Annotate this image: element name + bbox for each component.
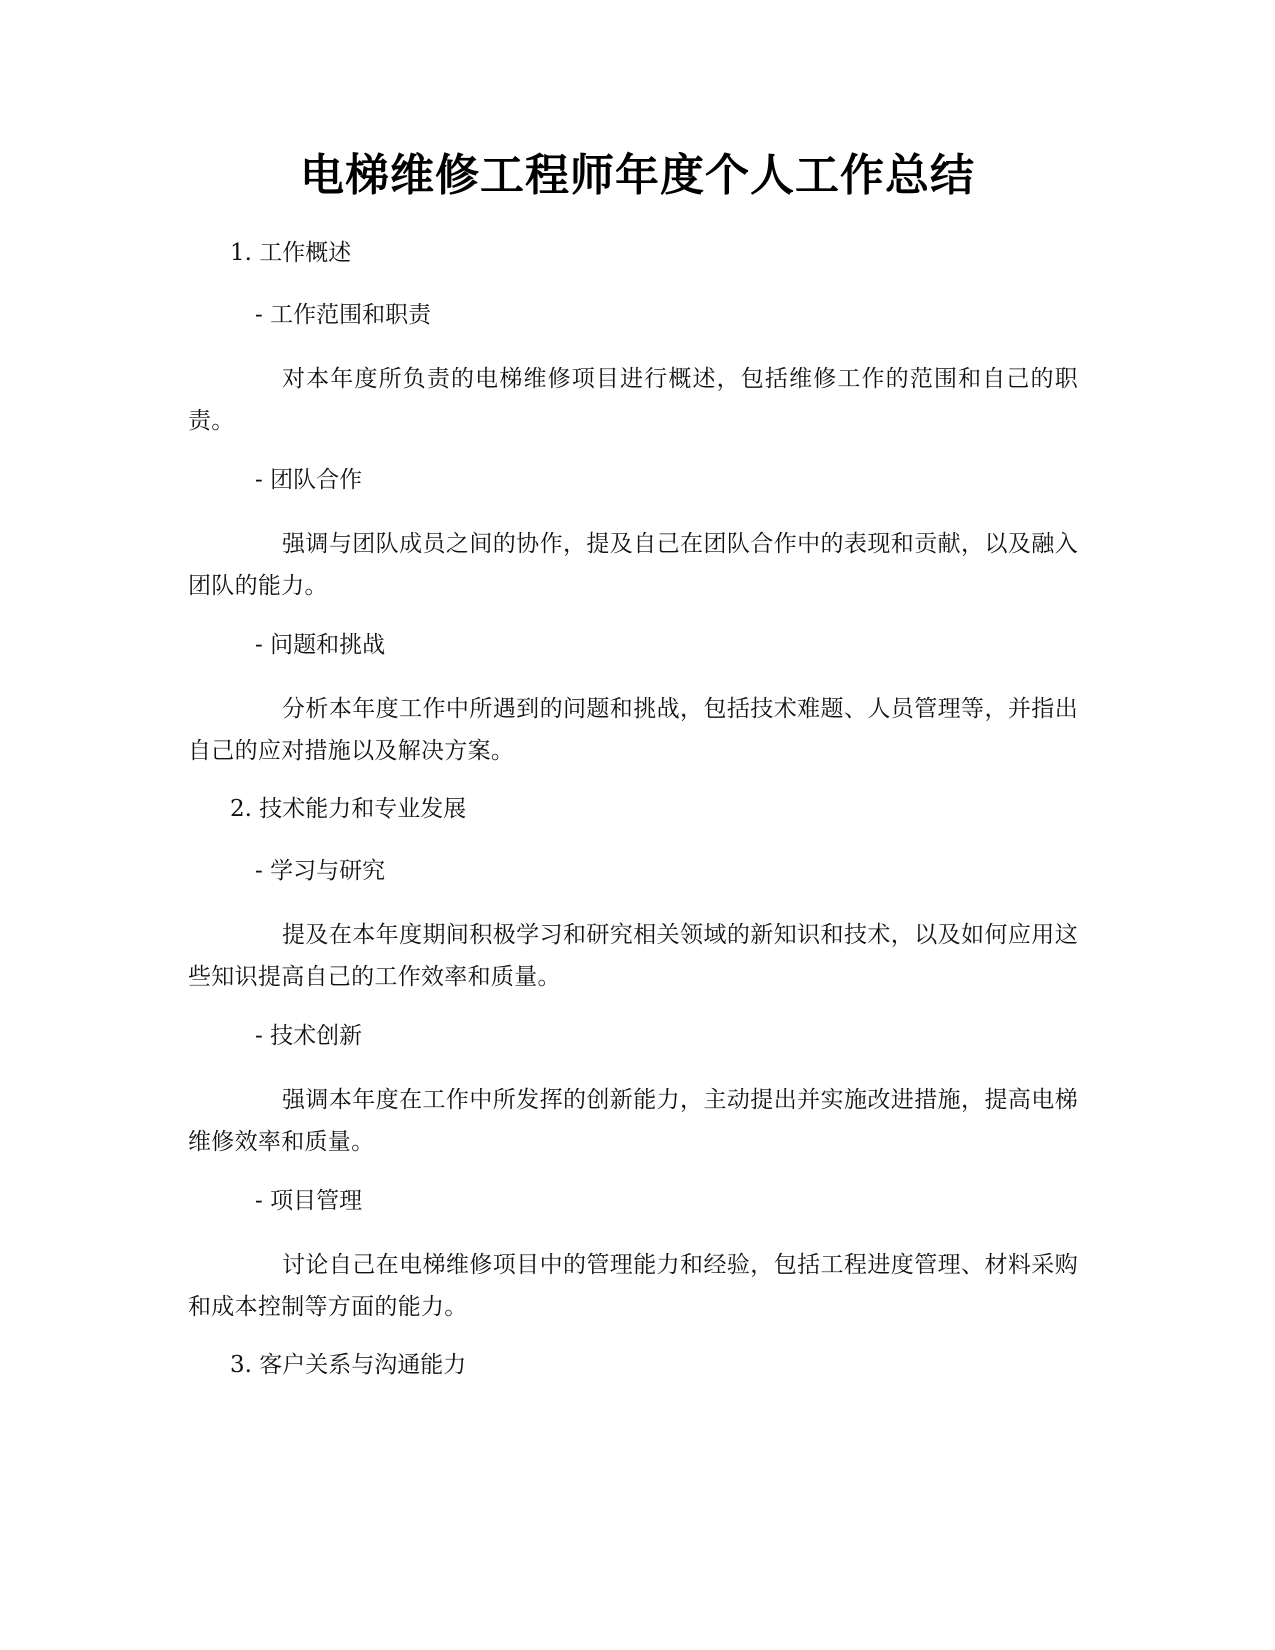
paragraph-challenges: 分析本年度工作中所遇到的问题和挑战，包括技术难题、人员管理等，并指出自己的应对措施以及解决方案。 <box>188 696 1078 764</box>
subsection-heading-teamwork: - 团队合作 <box>255 467 363 493</box>
subsection-heading-challenges: - 问题和挑战 <box>255 632 386 658</box>
subsection-heading-project-management: - 项目管理 <box>255 1188 363 1214</box>
subsection-heading-innovation: - 技术创新 <box>255 1023 363 1049</box>
document-title: 电梯维修工程师年度个人工作总结 <box>300 150 975 201</box>
subsection-heading-learning: - 学习与研究 <box>255 858 386 884</box>
subsection-heading-scope: - 工作范围和职责 <box>255 302 432 328</box>
paragraph-learning: 提及在本年度期间积极学习和研究相关领域的新知识和技术，以及如何应用这些知识提高自己的工作效率和质量。 <box>188 922 1078 990</box>
paragraph-project-management: 讨论自己在电梯维修项目中的管理能力和经验，包括工程进度管理、材料采购和成本控制等方面的能力。 <box>188 1252 1078 1320</box>
section-heading-work-overview: 1. 工作概述 <box>230 240 352 266</box>
paragraph-teamwork: 强调与团队成员之间的协作，提及自己在团队合作中的表现和贡献，以及融入团队的能力。 <box>188 531 1078 599</box>
paragraph-innovation: 强调本年度在工作中所发挥的创新能力，主动提出并实施改进措施，提高电梯维修效率和质量。 <box>188 1087 1078 1155</box>
section-heading-technical: 2. 技术能力和专业发展 <box>230 796 467 822</box>
section-heading-customer-relations: 3. 客户关系与沟通能力 <box>230 1352 467 1378</box>
paragraph-scope: 对本年度所负责的电梯维修项目进行概述，包括维修工作的范围和自己的职责。 <box>188 366 1078 434</box>
